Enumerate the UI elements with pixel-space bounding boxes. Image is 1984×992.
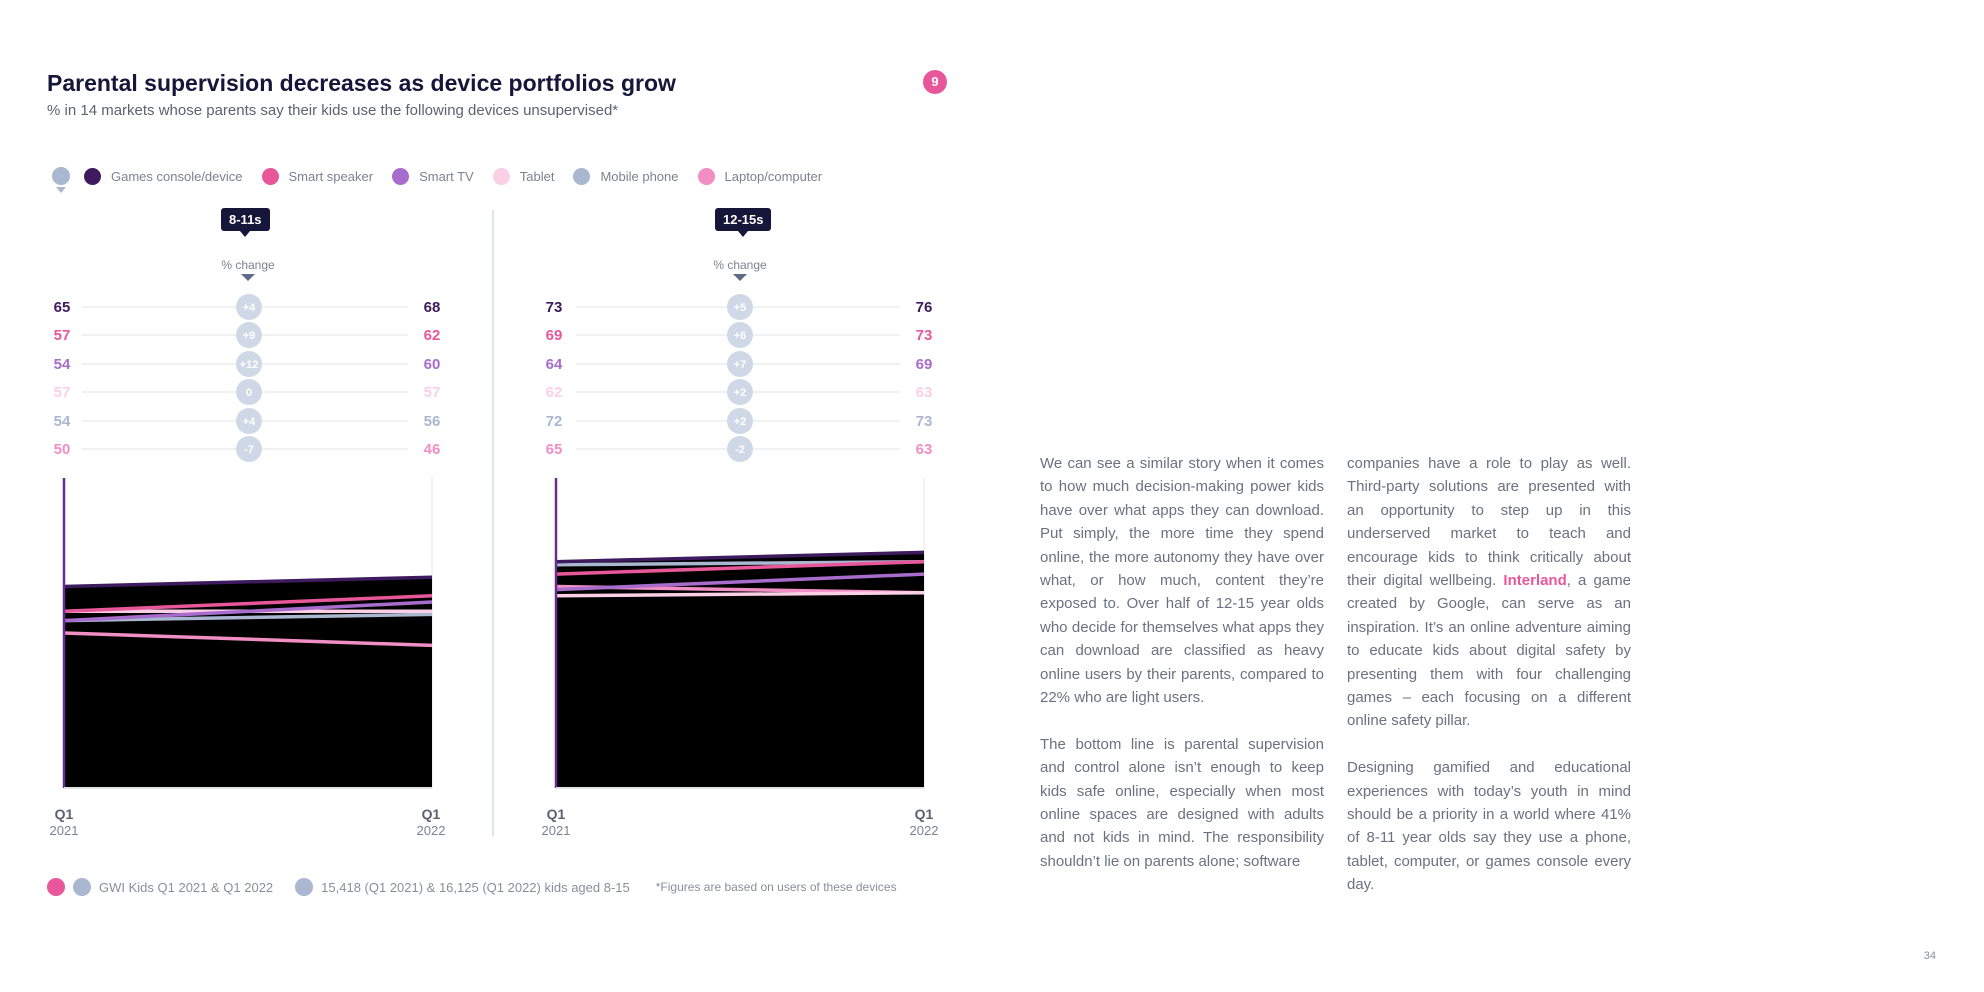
body-column-2 bbox=[1347, 452, 1631, 920]
body-text: , a game created by Google, can serve as an inspiration. It’s an online adventure aiming to educate kids about digital safety by presenting them with four challenging games – each focusing on a different online safety pillar. bbox=[1347, 572, 1631, 730]
start-value-label: 64 bbox=[545, 356, 563, 373]
start-value-label: 65 bbox=[53, 299, 71, 316]
start-value-label: 69 bbox=[545, 327, 563, 344]
start-value-label: 57 bbox=[53, 327, 71, 344]
end-value-label: 73 bbox=[915, 413, 933, 430]
change-value-label: +12 bbox=[239, 359, 259, 371]
source-text: GWI Kids Q1 2021 & Q1 2022 bbox=[99, 879, 274, 895]
change-value-label: +2 bbox=[733, 387, 747, 399]
start-value-label: 54 bbox=[53, 356, 71, 373]
start-value-label: 65 bbox=[545, 441, 563, 458]
end-value-label: 57 bbox=[423, 384, 441, 401]
end-value-label: 63 bbox=[915, 441, 933, 458]
change-value-label: +5 bbox=[733, 302, 747, 314]
source-icon bbox=[47, 878, 65, 896]
x-tick-year: 2021 bbox=[49, 823, 79, 838]
legend-label: Games console/device bbox=[111, 168, 243, 184]
end-value-label: 60 bbox=[423, 356, 441, 373]
start-value-label: 72 bbox=[545, 413, 563, 430]
start-value-label: 54 bbox=[53, 413, 71, 430]
end-value-label: 68 bbox=[423, 299, 441, 316]
change-value-label: -2 bbox=[735, 444, 745, 456]
end-value-label: 46 bbox=[423, 441, 441, 458]
legend-label: Mobile phone bbox=[600, 168, 679, 184]
panel-title-8-11: 8-11s bbox=[221, 208, 270, 231]
panel-title-12-15: 12-15s bbox=[715, 208, 771, 231]
interland-link[interactable]: Interland bbox=[1503, 572, 1567, 590]
legend-label: Tablet bbox=[519, 168, 555, 184]
body-text: companies have a role to play as well. Third-party solutions are presented with an opportunity to step up in this underserved market to teach and encourage kids to think critically about their digital wellbeing. bbox=[1347, 455, 1631, 590]
change-value-label: 0 bbox=[245, 387, 253, 399]
chart-subtitle: % in 14 markets whose parents say their kids use the following devices unsupervised* bbox=[47, 102, 619, 119]
end-value-label: 62 bbox=[423, 327, 441, 344]
base-text: 15,418 (Q1 2021) & 16,125 (Q1 2022) kids aged 8-15 bbox=[321, 879, 630, 895]
change-value-label: +6 bbox=[733, 330, 747, 342]
change-value-label: +7 bbox=[733, 359, 747, 371]
figure-number-badge: 9 bbox=[923, 70, 947, 94]
start-value-label: 62 bbox=[545, 384, 563, 401]
start-value-label: 73 bbox=[545, 299, 563, 316]
x-tick-quarter: Q1 bbox=[546, 806, 566, 822]
change-value-label: +2 bbox=[733, 416, 747, 428]
base-icon bbox=[295, 878, 313, 896]
page-number: 34 bbox=[1923, 950, 1936, 962]
end-value-label: 69 bbox=[915, 356, 933, 373]
pct-change-label: % change bbox=[713, 258, 767, 272]
legend-label: Laptop/computer bbox=[724, 168, 823, 184]
change-value-label: +4 bbox=[242, 416, 256, 428]
x-tick-quarter: Q1 bbox=[914, 806, 934, 822]
body-paragraph: The bottom line is parental supervision and control alone isn’t enough to keep kids safe online, especially when most online spaces are designed with adults and not kids in mind. The responsibility shouldn’t lie on parents alone; software bbox=[1040, 735, 1324, 870]
end-value-label: 63 bbox=[915, 384, 933, 401]
end-value-label: 76 bbox=[915, 299, 933, 316]
footnote-text: *Figures are based on users of these devices bbox=[655, 880, 897, 894]
page-title: Parental supervision decreases as device portfolios grow bbox=[47, 70, 676, 96]
x-tick-year: 2022 bbox=[416, 823, 446, 838]
change-value-label: +9 bbox=[242, 330, 256, 342]
x-tick-quarter: Q1 bbox=[54, 806, 74, 822]
x-tick-year: 2021 bbox=[541, 823, 571, 838]
body-paragraph bbox=[1347, 452, 1631, 733]
start-value-label: 50 bbox=[53, 441, 71, 458]
legend-label: Smart TV bbox=[419, 168, 474, 184]
body-paragraph: Designing gamified and educational experiences with today’s youth in mind should be a priority in a world where 41% of 8-11 year olds say they use a phone, tablet, computer, or games console every day. bbox=[1347, 759, 1631, 894]
body-paragraph: We can see a similar story when it comes to how much decision-making power kids have over what apps they can download. Put simply, the more time they spend online, the more autonomy they have over what, or how much, content they’re exposed to. Over half of 12-15 year olds who decide for themselves what apps they can download are classified as heavy online users by their parents, compared to 22% who are light users. bbox=[1040, 455, 1324, 707]
x-tick-year: 2022 bbox=[909, 823, 939, 838]
change-value-label: +4 bbox=[242, 302, 256, 314]
change-value-label: -7 bbox=[244, 444, 254, 456]
chart-footer bbox=[47, 876, 897, 898]
body-column-1 bbox=[1040, 452, 1324, 897]
legend-label: Smart speaker bbox=[288, 168, 374, 184]
end-value-label: 56 bbox=[423, 413, 441, 430]
pct-change-label: % change bbox=[221, 258, 275, 272]
x-tick-quarter: Q1 bbox=[421, 806, 441, 822]
end-value-label: 73 bbox=[915, 327, 933, 344]
start-value-label: 57 bbox=[53, 384, 71, 401]
calendar-icon bbox=[73, 878, 91, 896]
